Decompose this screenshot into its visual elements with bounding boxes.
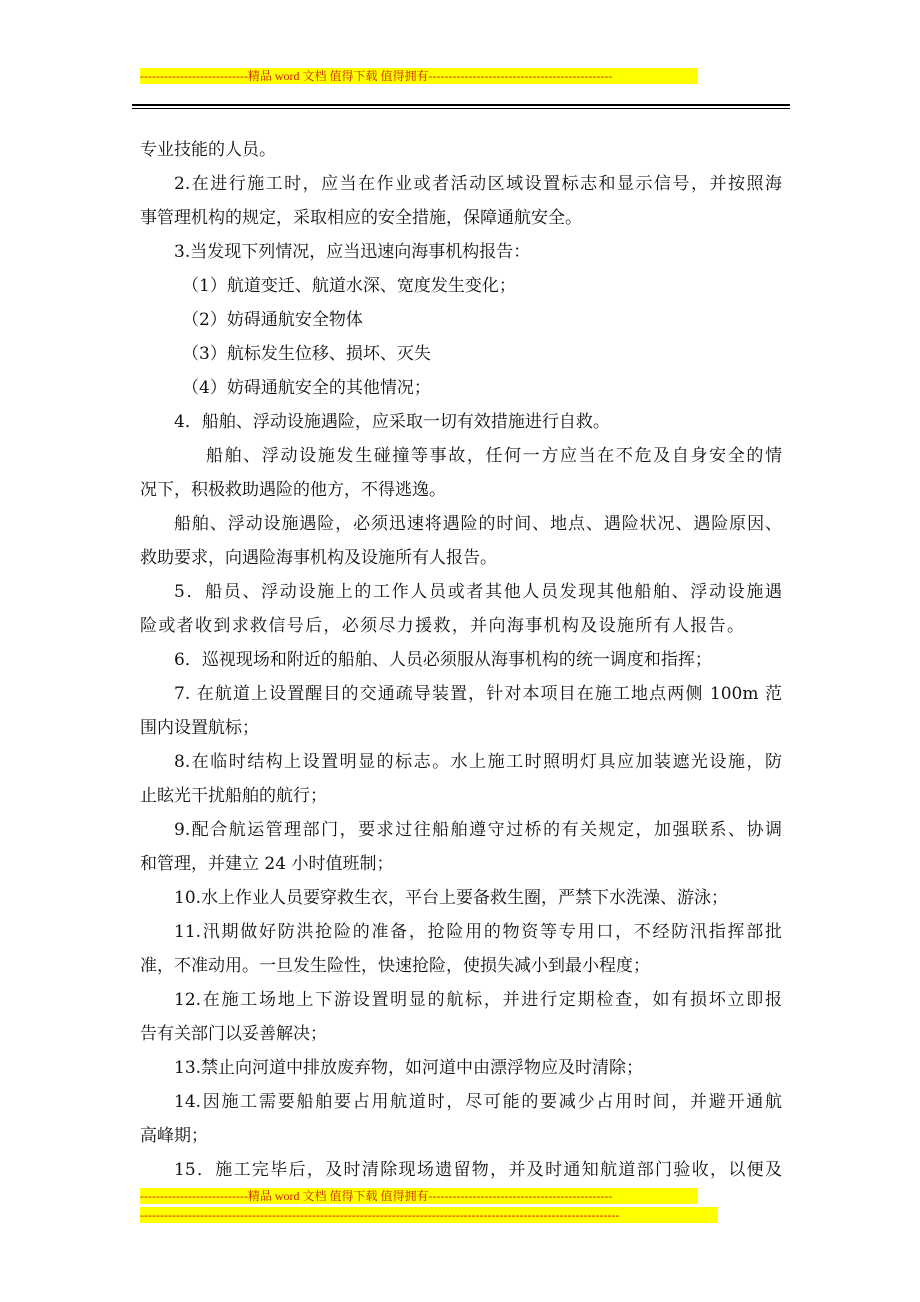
body-line: 告有关部门以妥善解决；: [140, 1024, 327, 1044]
body-line: 船舶、浮动设施遇险，必须迅速将遇险的时间、地点、遇险状况、遇险原因、: [174, 514, 782, 534]
body-line: 11.汛期做好防洪抢险的准备，抢险用的物资等专用口，不经防汛指挥部批: [174, 922, 782, 942]
body-line: 13.禁止向河道中排放废弃物，如河道中由漂浮物应及时清除；: [174, 1058, 644, 1078]
body-line: 8.在临时结构上设置明显的标志。水上施工时照明灯具应加装遮光设施，防: [174, 752, 782, 772]
body-line: 和管理，并建立 24 小时值班制；: [140, 854, 394, 874]
body-line: 3.当发现下列情况，应当迅速向海事机构报告：: [174, 242, 531, 262]
list-item: （2）妨碍通航安全物体: [182, 310, 363, 330]
body-line: 救助要求，向遇险海事机构及设施所有人报告。: [140, 548, 497, 568]
body-line: 2.在进行施工时，应当在作业或者活动区域设置标志和显示信号，并按照海: [174, 174, 782, 194]
footer-banner-dashes: ------------------------------------------------------------------------------------------------------------------------: [140, 1207, 718, 1223]
body-line: 险或者收到求救信号后，必须尽力援救，并向海事机构及设施所有人报告。: [140, 616, 744, 636]
header-banner: ---------------------------精品 word 文档 值得下载 值得拥有----------------------------------------------: [140, 68, 698, 84]
body-line: 4．船舶、浮动设施遇险，应采取一切有效措施进行自救。: [174, 412, 610, 432]
body-line: 12.在施工场地上下游设置明显的航标，并进行定期检查，如有损坏立即报: [174, 990, 782, 1010]
list-item: （3）航标发生位移、损坏、灭失: [182, 344, 431, 364]
body-line: 围内设置航标；: [140, 718, 259, 738]
body-line: 15．施工完毕后，及时清除现场遗留物，并及时通知航道部门验收，以便及: [174, 1160, 782, 1180]
body-line: 事管理机构的规定，采取相应的安全措施，保障通航安全。: [140, 208, 582, 228]
list-item: （4）妨碍通航安全的其他情况；: [182, 378, 431, 398]
body-line: 6．巡视现场和附近的船舶、人员必须服从海事机构的统一调度和指挥；: [174, 650, 712, 670]
body-line: 止眩光干扰船舶的航行；: [140, 786, 327, 806]
body-line: 专业技能的人员。: [140, 140, 276, 160]
body-line: 5．船员、浮动设施上的工作人员或者其他人员发现其他船舶、浮动设施遇: [174, 582, 782, 602]
body-line: 高峰期；: [140, 1126, 208, 1146]
body-line: 船舶、浮动设施发生碰撞等事故，任何一方应当在不危及自身安全的情: [206, 446, 782, 466]
body-line: 10.水上作业人员要穿救生衣，平台上要备救生圈，严禁下水洗澡、游泳；: [174, 888, 729, 908]
body-line: 况下，积极救助遇险的他方，不得逃逸。: [140, 480, 446, 500]
body-line: 9.配合航运管理部门，要求过往船舶遵守过桥的有关规定，加强联系、协调: [174, 820, 782, 840]
body-line: 准，不准动用。一旦发生险性，快速抢险，使损失减小到最小程度；: [140, 956, 650, 976]
footer-banner: ---------------------------精品 word 文档 值得下载 值得拥有----------------------------------------------: [140, 1188, 698, 1204]
body-line: 14.因施工需要船舶要占用航道时，尽可能的要减少占用时间，并避开通航: [174, 1092, 782, 1112]
list-item: （1）航道变迁、航道水深、宽度发生变化；: [182, 276, 516, 296]
body-line: 7. 在航道上设置醒目的交通疏导装置，针对本项目在施工地点两侧 100m 范: [174, 684, 782, 704]
